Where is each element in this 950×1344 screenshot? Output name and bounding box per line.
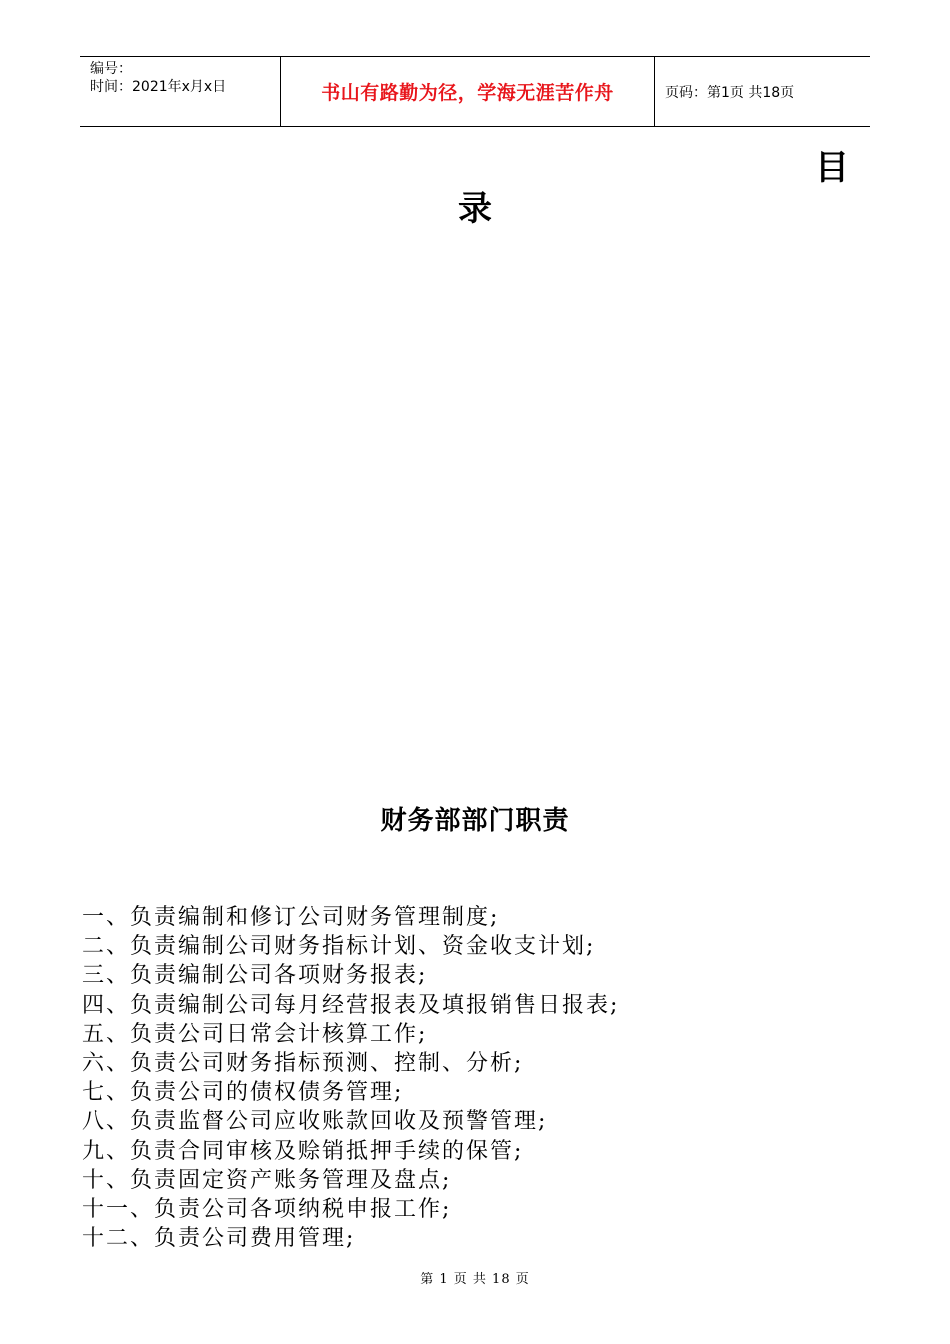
- list-item: 六、负责公司财务指标预测、控制、分析;: [82, 1050, 524, 1076]
- header-meta-cell: [80, 57, 281, 126]
- header-page-info: 页码：第1页 共18页: [665, 84, 795, 101]
- header-page-cell: [655, 57, 870, 126]
- list-item: 十、负责固定资产账务管理及盘点;: [82, 1167, 452, 1193]
- duty-list: [82, 903, 619, 1253]
- list-item: 七、负责公司的债权债务管理;: [82, 1080, 404, 1106]
- document-header: [80, 56, 870, 127]
- page-footer: 第 1 页 共 18 页: [420, 1272, 530, 1287]
- list-item: 五、负责公司日常会计核算工作;: [82, 1021, 428, 1047]
- toc-title-char-1: 目: [815, 148, 849, 188]
- header-motto-cell: [281, 57, 655, 126]
- list-item: 八、负责监督公司应收账款回收及预警管理;: [82, 1109, 548, 1135]
- toc-title-char-2: 录: [458, 189, 492, 229]
- list-item: 一、负责编制和修订公司财务管理制度;: [82, 905, 500, 930]
- list-item: 十一、负责公司各项纳税申报工作;: [82, 1196, 452, 1222]
- header-motto: 书山有路勤为径，学海无涯苦作舟: [321, 82, 614, 104]
- document-time-label: 时间：2021年x月x日: [90, 79, 227, 95]
- list-item: 二、负责编制公司财务指标计划、资金收支计划;: [82, 934, 596, 960]
- list-item: 四、负责编制公司每月经营报表及填报销售日报表;: [82, 992, 620, 1018]
- list-item: 十二、负责公司费用管理;: [82, 1226, 356, 1252]
- list-item: 九、负责合同审核及赊销抵押手续的保管;: [82, 1138, 524, 1164]
- section-title: 财务部部门职责: [380, 806, 570, 836]
- list-item: 三、负责编制公司各项财务报表;: [82, 963, 428, 989]
- document-number-label: 编号：: [90, 61, 132, 77]
